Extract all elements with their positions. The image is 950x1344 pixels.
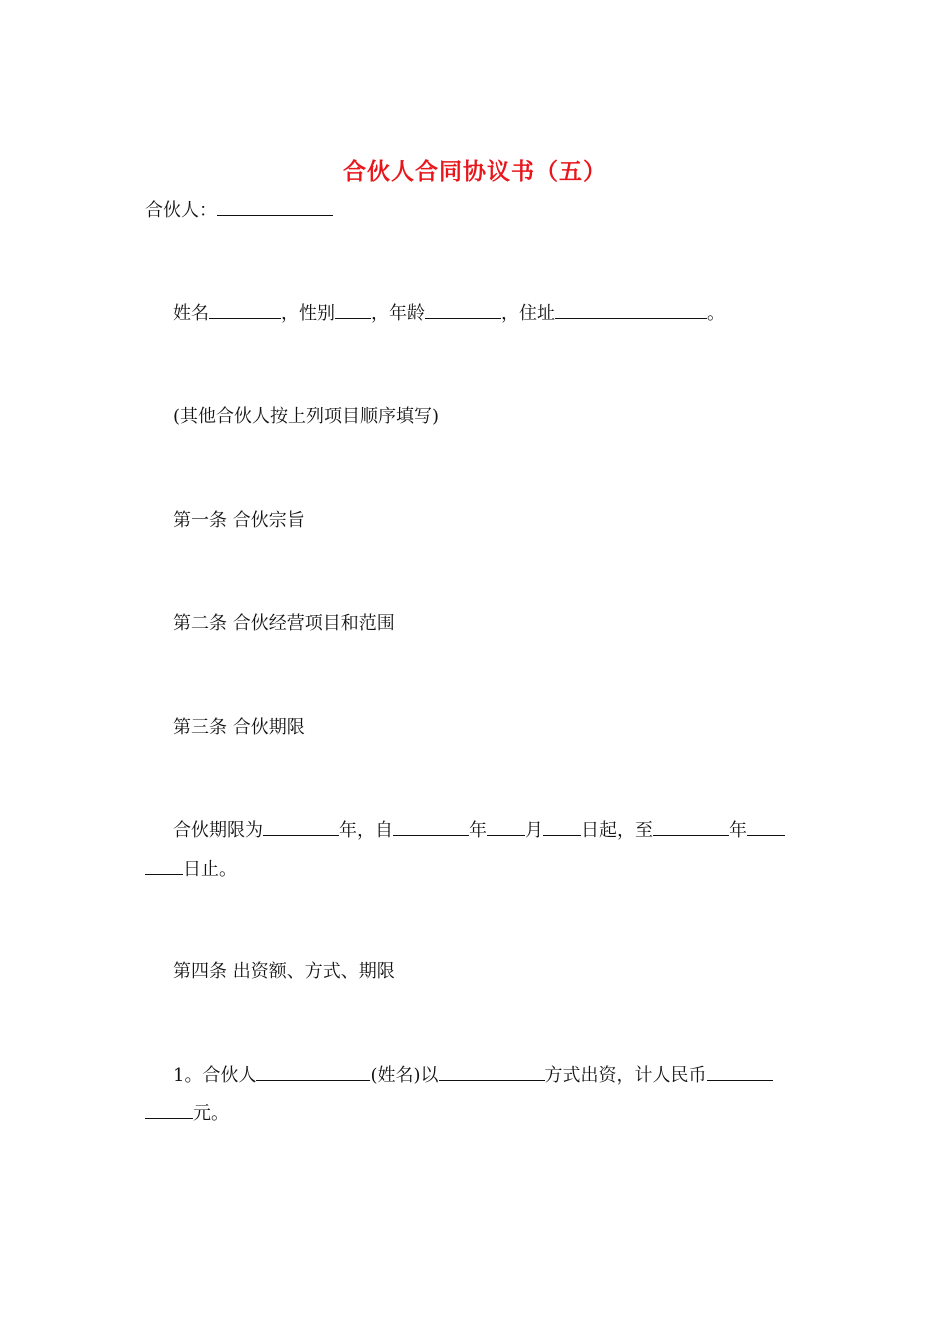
contribution-line-1 (173, 1064, 773, 1088)
article-4-heading: 第四条 出资额、方式、期限 (173, 961, 395, 982)
end-year-blank[interactable] (653, 819, 729, 836)
partner-line (145, 199, 333, 223)
term-text-6: 年 (729, 820, 747, 841)
partner-name-blank[interactable] (256, 1064, 370, 1081)
personal-info-line (173, 302, 725, 326)
note-line: (其他合伙人按上列项目顺序填写) (173, 406, 440, 427)
contribution-text-3: 方式出资，计人民币 (544, 1065, 707, 1086)
article-3-heading: 第三条 合伙期限 (173, 717, 305, 738)
article-2-heading: 第二条 合伙经营项目和范围 (173, 613, 395, 634)
age-blank[interactable] (425, 302, 501, 319)
address-blank[interactable] (555, 302, 707, 319)
end-month-blank[interactable] (747, 819, 785, 836)
start-day-blank[interactable] (543, 819, 581, 836)
gender-label: ，性别 (281, 303, 335, 324)
term-years-blank[interactable] (263, 819, 339, 836)
partner-blank[interactable] (217, 199, 333, 216)
name-label: 姓名 (173, 303, 209, 324)
contribution-text-2: (姓名)以 (370, 1065, 439, 1086)
document-title: 合伙人合同协议书（五） (343, 158, 607, 185)
address-label: ，住址 (501, 303, 555, 324)
term-text-5: 日起，至 (581, 820, 653, 841)
term-text-1: 合伙期限为 (173, 820, 263, 841)
article-1-heading: 第一条 合伙宗旨 (173, 510, 305, 531)
term-text-2: 年，自 (339, 820, 393, 841)
partner-label: 合伙人： (145, 200, 217, 221)
term-line-2 (145, 858, 237, 882)
method-blank[interactable] (439, 1064, 545, 1081)
age-label: ，年龄 (371, 303, 425, 324)
end-day-blank[interactable] (145, 858, 183, 875)
term-text-4: 月 (525, 820, 543, 841)
amount-blank-2[interactable] (145, 1102, 193, 1119)
term-text-7: 日止。 (183, 859, 237, 880)
term-line-1 (173, 819, 785, 843)
gender-blank[interactable] (335, 302, 371, 319)
start-year-blank[interactable] (393, 819, 469, 836)
contribution-text-4: 元。 (193, 1103, 229, 1124)
contribution-line-2 (145, 1102, 229, 1126)
term-text-3: 年 (469, 820, 487, 841)
name-blank[interactable] (209, 302, 281, 319)
amount-blank-1[interactable] (707, 1064, 773, 1081)
start-month-blank[interactable] (487, 819, 525, 836)
contribution-text-1: 1。合伙人 (173, 1065, 257, 1086)
line-end: 。 (707, 303, 725, 324)
